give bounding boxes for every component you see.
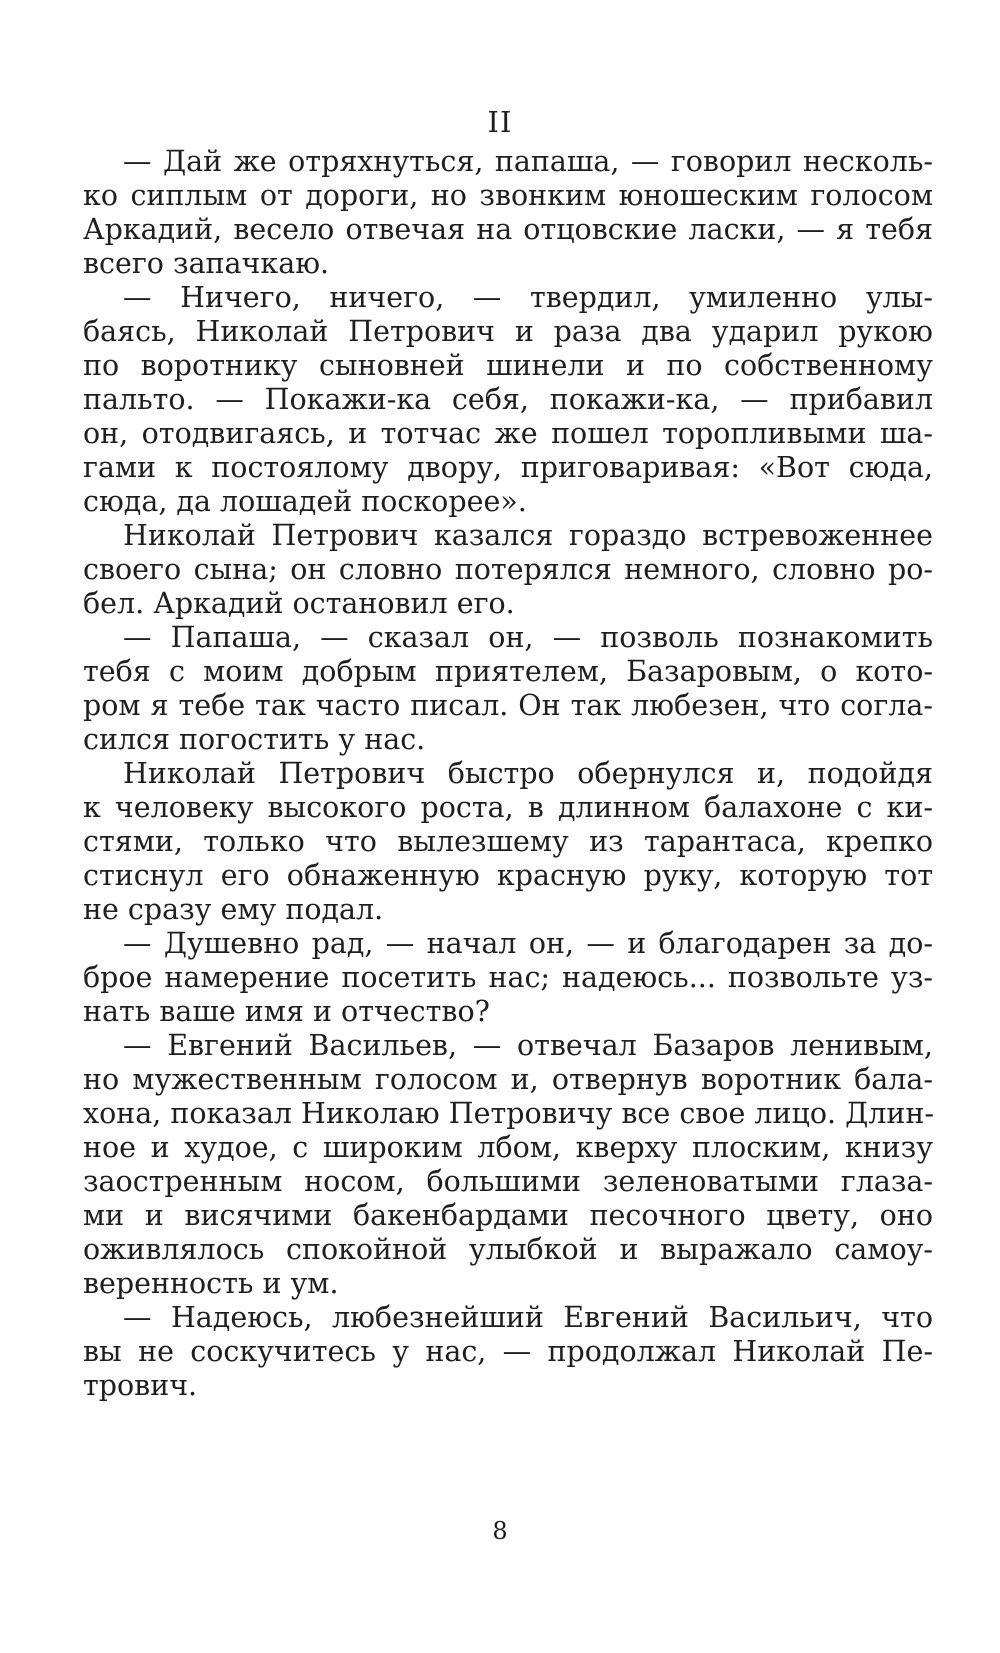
- text-line: пальто. — Покажи-ка себя, покажи-ка, — прибавил: [83, 383, 933, 416]
- text-line: — Евгений Васильев, — отвечал Базаров ленивым,: [123, 1029, 933, 1062]
- text-line: ром я тебе так часто писал. Он так любезен, что согла-: [83, 689, 933, 722]
- text-line: Николай Петрович казался гораздо встревоженнее: [123, 519, 933, 552]
- paragraph: [83, 145, 933, 281]
- text-line: баясь, Николай Петрович и раза два ударил рукою: [83, 315, 933, 348]
- text-line: — Душевно рад, — начал он, — и благодарен за до-: [123, 927, 933, 960]
- text-line: сился погостить у нас.: [83, 723, 426, 756]
- text-line: нать ваше имя и отчество?: [83, 995, 490, 1028]
- body-text: [83, 145, 933, 1403]
- text-line: своего сына; он словно потерялся немного, словно ро-: [83, 553, 933, 586]
- paragraph: [83, 757, 933, 927]
- text-line: тебя с моим добрым приятелем, Базаровым, о кото-: [83, 655, 933, 688]
- text-line: сюда, да лошадей поскорее».: [83, 485, 527, 518]
- text-line: он, отодвигаясь, и тотчас же пошел торопливыми ша-: [83, 417, 933, 450]
- text-line: стями, только что вылезшему из тарантаса, крепко: [83, 825, 933, 858]
- text-line: хона, показал Николаю Петровичу все свое лицо. Длин-: [83, 1097, 935, 1130]
- text-line: брое намерение посетить нас; надеюсь... позвольте уз-: [83, 961, 933, 994]
- text-line: — Дай же отряхнуться, папаша, — говорил несколь-: [123, 145, 933, 178]
- paragraph: [83, 519, 933, 621]
- text-line: Николай Петрович быстро обернулся и, подойдя: [123, 757, 933, 790]
- text-line: трович.: [83, 1369, 198, 1402]
- text-line: заостренным носом, большими зеленоватыми глаза-: [83, 1165, 933, 1198]
- chapter-heading: II: [487, 105, 513, 139]
- text-line: вы не соскучитесь у нас, — продолжал Николай Пе-: [83, 1335, 933, 1368]
- text-line: ко сиплым от дороги, но звонким юношеским голосом: [83, 179, 933, 212]
- text-line: всего запачкаю.: [83, 247, 330, 280]
- text-line: стиснул его обнаженную красную руку, которую тот: [83, 859, 933, 892]
- text-line: бел. Аркадий остановил его.: [83, 587, 515, 620]
- paragraph: [83, 1029, 933, 1301]
- text-line: гами к постоялому двору, приговаривая: «Вот сюда,: [83, 451, 933, 484]
- paragraph: [83, 621, 933, 757]
- text-line: к человеку высокого роста, в длинном балахоне с ки-: [83, 791, 933, 824]
- text-line: ми и висячими бакенбардами песочного цвету, оно: [83, 1199, 933, 1232]
- text-line: оживлялось спокойной улыбкой и выражало самоу-: [83, 1233, 933, 1266]
- paragraph: [83, 1301, 933, 1403]
- text-line: — Папаша, — сказал он, — позволь познакомить: [123, 621, 933, 654]
- text-line: но мужественным голосом и, отвернув воротник бала-: [83, 1063, 933, 1096]
- text-line: не сразу ему подал.: [83, 893, 384, 926]
- text-line: — Ничего, ничего, — твердил, умиленно улы-: [123, 281, 933, 314]
- page-number: 8: [492, 1517, 508, 1545]
- text-line: ное и худое, с широким лбом, кверху плоским, книзу: [83, 1131, 933, 1164]
- text-line: — Надеюсь, любезнейший Евгений Васильич, что: [123, 1301, 933, 1334]
- text-line: веренность и ум.: [83, 1267, 339, 1300]
- paragraph: [83, 281, 933, 519]
- text-line: по воротнику сыновней шинели и по собственному: [83, 349, 933, 382]
- paragraph: [83, 927, 933, 1029]
- text-line: Аркадий, весело отвечая на отцовские ласки, — я тебя: [83, 213, 933, 246]
